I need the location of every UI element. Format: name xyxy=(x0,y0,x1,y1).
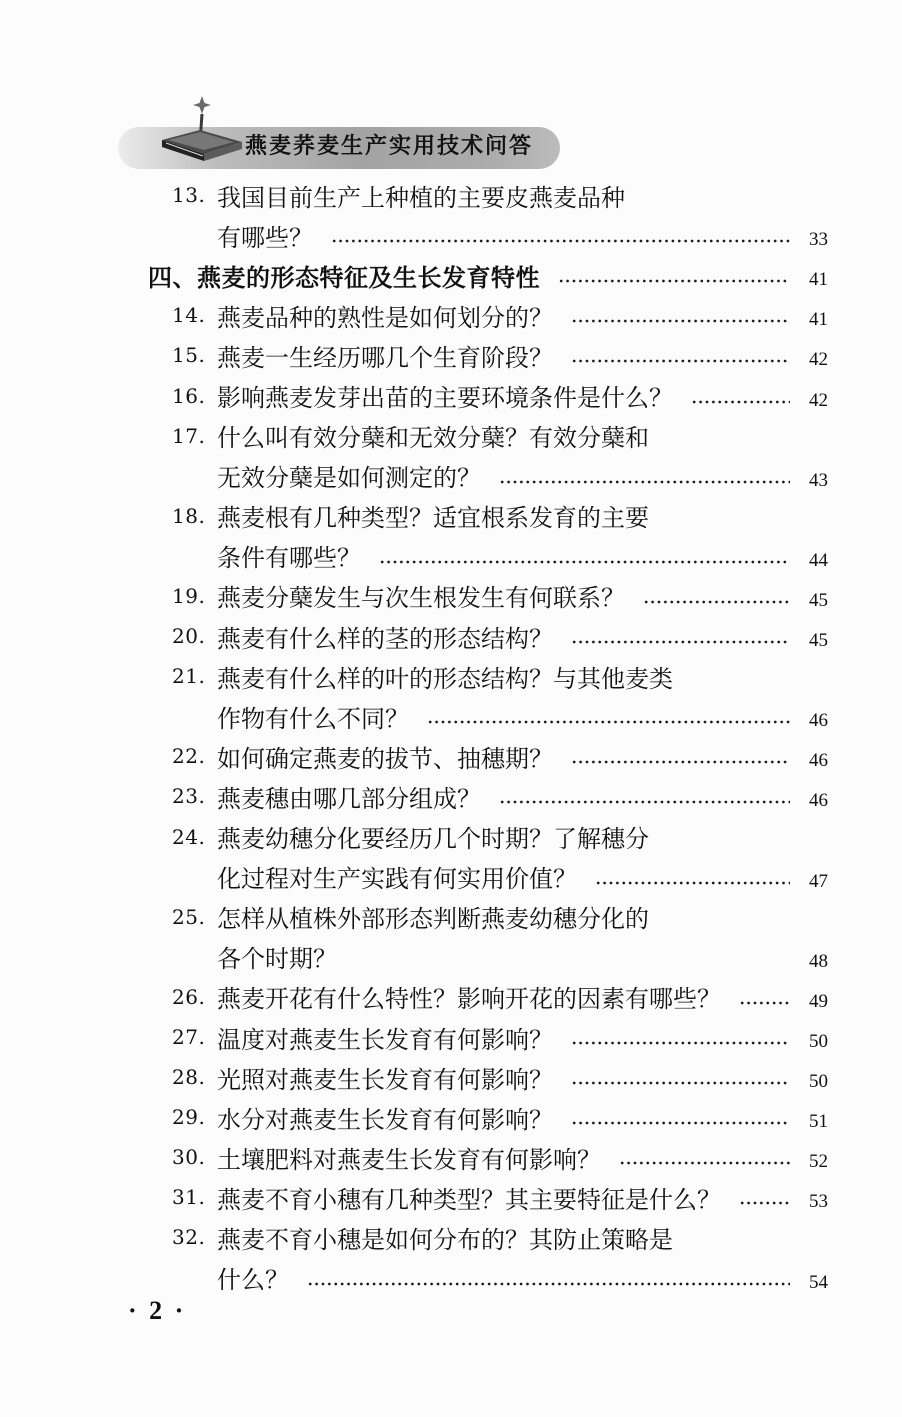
page-number: 41 xyxy=(809,269,828,291)
dot-leader xyxy=(739,1001,790,1005)
entry-number: 15. xyxy=(172,343,206,368)
toc-entry-row xyxy=(148,736,828,776)
dot-leader xyxy=(331,239,790,243)
toc-entry-row xyxy=(148,1097,828,1137)
book-icon xyxy=(158,92,246,166)
entry-number: 32. xyxy=(172,1225,206,1250)
table-of-contents xyxy=(148,175,828,1298)
entry-number: 18. xyxy=(172,503,206,528)
book-title: 燕麦荞麦生产实用技术问答 xyxy=(245,134,534,159)
toc-entry-row xyxy=(148,1017,828,1057)
toc-entry-row xyxy=(148,1217,828,1257)
page-number: 43 xyxy=(809,469,828,491)
dot-leader xyxy=(571,760,790,764)
toc-entry-row xyxy=(148,977,828,1017)
dot-leader xyxy=(595,881,790,885)
page-number-footer: · 2 · xyxy=(128,1296,187,1325)
page-number: 50 xyxy=(809,1071,828,1093)
dot-leader xyxy=(691,400,790,404)
entry-title-line: 土壤肥料对燕麦生长发育有何影响？ xyxy=(217,1145,601,1174)
toc-entry-row xyxy=(148,456,828,496)
entry-title-line: 燕麦分蘖发生与次生根发生有何联系？ xyxy=(217,584,625,613)
entry-title-line: 燕麦幼穗分化要经历几个时期？了解穗分 xyxy=(217,825,649,854)
entry-number: 16. xyxy=(172,383,206,408)
entry-number: 27. xyxy=(172,1025,206,1050)
dot-leader xyxy=(427,720,790,724)
entry-number: 31. xyxy=(172,1185,206,1210)
entry-number: 26. xyxy=(172,984,206,1009)
toc-entry-row xyxy=(148,857,828,897)
page-number: 44 xyxy=(809,549,828,571)
dot-leader xyxy=(499,480,790,484)
page-number: 41 xyxy=(809,309,828,331)
entry-title-line: 温度对燕麦生长发育有何影响？ xyxy=(217,1025,553,1054)
page-number: 45 xyxy=(809,589,828,611)
toc-entry-row xyxy=(148,576,828,616)
toc-entry-row xyxy=(148,897,828,937)
entry-title-line: 燕麦一生经历哪几个生育阶段？ xyxy=(217,343,553,372)
entry-number: 13. xyxy=(172,183,206,208)
entry-title-line: 如何确定燕麦的拔节、抽穗期？ xyxy=(217,744,553,773)
entry-number: 21. xyxy=(172,664,206,689)
page-number: 46 xyxy=(809,710,828,732)
entry-title-line: 燕麦有什么样的叶的形态结构？与其他麦类 xyxy=(217,664,673,693)
toc-entry-row xyxy=(148,817,828,857)
toc-entry-row xyxy=(148,656,828,696)
entry-title-line: 无效分蘖是如何测定的？ xyxy=(217,464,481,493)
toc-entry-row xyxy=(148,375,828,415)
entry-title-line: 燕麦不育小穗是如何分布的？其防止策略是 xyxy=(217,1225,673,1254)
page-number: 49 xyxy=(809,990,828,1012)
dot-leader xyxy=(619,1161,790,1165)
page-number: 47 xyxy=(809,870,828,892)
entry-title-line: 有哪些？ xyxy=(217,223,313,252)
page-number: 51 xyxy=(809,1111,828,1133)
dot-leader xyxy=(643,600,790,604)
entry-number: 24. xyxy=(172,824,206,849)
entry-title-line: 化过程对生产实践有何实用价值？ xyxy=(217,865,577,894)
page-number: 52 xyxy=(809,1151,828,1173)
entry-title-line: 什么？ xyxy=(217,1266,289,1295)
dot-leader xyxy=(379,560,790,564)
entry-number: 22. xyxy=(172,744,206,769)
page-number: 45 xyxy=(809,630,828,652)
page-number: 53 xyxy=(809,1191,828,1213)
entry-title-line: 光照对燕麦生长发育有何影响？ xyxy=(217,1065,553,1094)
entry-title-line: 怎样从植株外部形态判断燕麦幼穗分化的 xyxy=(217,905,649,934)
dot-leader xyxy=(571,1081,790,1085)
dot-leader xyxy=(571,319,790,323)
dot-leader xyxy=(571,359,790,363)
entry-title-line: 影响燕麦发芽出苗的主要环境条件是什么？ xyxy=(217,384,673,413)
toc-entry-row xyxy=(148,696,828,736)
dot-leader xyxy=(307,1282,790,1286)
dot-leader xyxy=(739,1201,790,1205)
dot-leader xyxy=(499,800,790,804)
entry-title-line: 燕麦开花有什么特性？影响开花的因素有哪些？ xyxy=(217,985,721,1014)
entry-number: 20. xyxy=(172,624,206,649)
toc-entry-row xyxy=(148,335,828,375)
toc-entry-row xyxy=(148,776,828,816)
dot-leader xyxy=(558,279,790,283)
dot-leader xyxy=(571,640,790,644)
page-number: 42 xyxy=(809,349,828,371)
entry-title-line: 燕麦品种的熟性是如何划分的？ xyxy=(217,303,553,332)
page-number: 48 xyxy=(809,950,828,972)
toc-entry-row xyxy=(148,1137,828,1177)
toc-entry-row xyxy=(148,1177,828,1217)
section-heading: 四、燕麦的形态特征及生长发育特性 xyxy=(148,263,540,292)
toc-entry-row xyxy=(148,295,828,335)
toc-entry-row xyxy=(148,416,828,456)
entry-title-line: 我国目前生产上种植的主要皮燕麦品种 xyxy=(217,183,625,212)
entry-title-line: 作物有什么不同？ xyxy=(217,704,409,733)
entry-title-line: 燕麦根有几种类型？适宜根系发育的主要 xyxy=(217,504,649,533)
page-number: 46 xyxy=(809,750,828,772)
entry-number: 19. xyxy=(172,583,206,608)
entry-number: 30. xyxy=(172,1145,206,1170)
page-number: 42 xyxy=(809,389,828,411)
section-heading-row xyxy=(148,255,828,295)
dot-leader xyxy=(571,1041,790,1045)
entry-title-line: 燕麦有什么样的茎的形态结构？ xyxy=(217,624,553,653)
entry-title-line: 条件有哪些？ xyxy=(217,544,361,573)
page-number: 46 xyxy=(809,790,828,812)
page-number: 54 xyxy=(809,1271,828,1293)
toc-entry-row xyxy=(148,1258,828,1298)
entry-number: 14. xyxy=(172,303,206,328)
entry-number: 23. xyxy=(172,784,206,809)
entry-number: 28. xyxy=(172,1065,206,1090)
page-number: 50 xyxy=(809,1031,828,1053)
toc-entry-row xyxy=(148,616,828,656)
toc-entry-row xyxy=(148,937,828,977)
page-number: 33 xyxy=(809,229,828,251)
entry-title-line: 燕麦穗由哪几部分组成？ xyxy=(217,784,481,813)
entry-title-line: 燕麦不育小穗有几种类型？其主要特征是什么？ xyxy=(217,1185,721,1214)
entry-number: 25. xyxy=(172,904,206,929)
entry-title-line: 各个时期？ xyxy=(217,945,337,974)
toc-entry-row xyxy=(148,175,828,215)
dot-leader xyxy=(571,1121,790,1125)
toc-entry-row xyxy=(148,215,828,255)
toc-entry-row xyxy=(148,536,828,576)
toc-entry-row xyxy=(148,1057,828,1097)
entry-number: 17. xyxy=(172,423,206,448)
entry-title-line: 什么叫有效分蘖和无效分蘖？有效分蘖和 xyxy=(217,424,649,453)
entry-number: 29. xyxy=(172,1105,206,1130)
toc-entry-row xyxy=(148,496,828,536)
entry-title-line: 水分对燕麦生长发育有何影响？ xyxy=(217,1105,553,1134)
